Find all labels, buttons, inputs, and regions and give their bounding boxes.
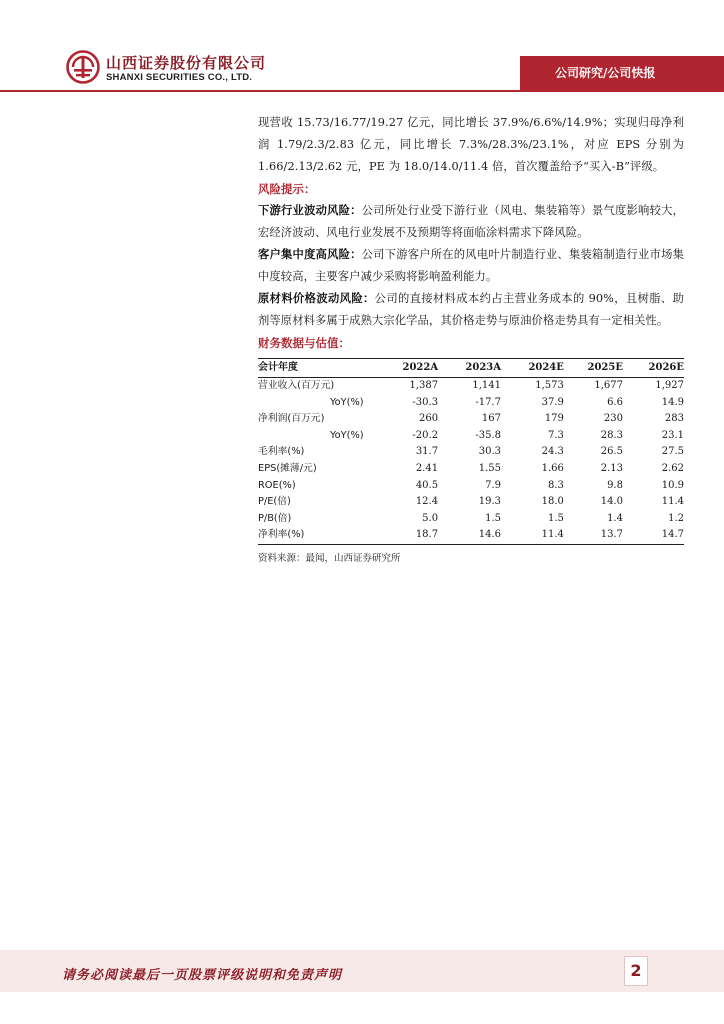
row-label: P/B(倍)	[258, 512, 292, 524]
risk-text: 公司的直接材料成本约占主营业务成本的 90%，且树脂、助剂等原材料多属于成熟大宗化学品，其价格走势与原油价格走势具有一定相关性。	[258, 292, 684, 327]
company-name-cn: 山西证券股份有限公司	[106, 54, 267, 72]
table-row	[258, 494, 684, 511]
table-header-row	[258, 359, 684, 378]
table-cell: 23.1	[661, 429, 684, 441]
column-header: 会计年度	[258, 361, 298, 373]
table-cell: -30.3	[412, 396, 439, 408]
table-cell: 1,927	[655, 380, 684, 391]
risk-label: 客户集中度高风险：	[258, 248, 362, 261]
table-cell: 167	[481, 413, 501, 425]
row-label: 毛利率(%)	[258, 446, 305, 458]
table-cell: 9.8	[607, 479, 623, 491]
table-cell: 30.3	[478, 446, 501, 458]
table-cell: 1.55	[478, 462, 501, 474]
risk-label: 下游行业波动风险：	[258, 204, 362, 217]
table-cell: 1.4	[607, 512, 623, 524]
table-cell: 2.62	[661, 462, 684, 474]
table-cell: 7.3	[548, 429, 564, 441]
table-cell: 1,387	[409, 380, 439, 391]
table-cell: -20.2	[412, 429, 439, 441]
page-header	[0, 0, 724, 100]
row-label: ROE(%)	[258, 479, 296, 491]
table-cell: 1.66	[541, 462, 564, 474]
table-cell: 6.6	[607, 396, 623, 408]
table-cell: 11.4	[541, 529, 564, 541]
table-cell: 11.4	[661, 496, 684, 508]
risk-item-downstream	[258, 200, 684, 244]
table-cell: 40.5	[415, 479, 439, 491]
risk-item-raw-material	[258, 288, 684, 332]
table-cell: 1,141	[472, 380, 501, 391]
row-label: P/E(倍)	[258, 496, 291, 508]
table-cell: 13.7	[600, 529, 623, 541]
table-row	[258, 511, 684, 528]
table-cell: -17.7	[475, 396, 501, 408]
table-cell: 2.13	[600, 462, 623, 474]
page-number-box	[624, 956, 648, 986]
table-cell: 12.4	[415, 496, 439, 508]
table-cell: -35.8	[475, 429, 501, 441]
table-cell: 260	[418, 413, 439, 425]
table-row	[258, 461, 684, 478]
forecast-paragraph: 现营收 15.73/16.77/19.27 亿元，同比增长 37.9%/6.6%/14.9%；实现归母净利润 1.79/2.3/2.83 亿元，同比增长 7.3%/28.3%/23.1%，对应 EPS 分别为 1.66/2.13/2.62 元，PE 为 18.0/14.0/11.4 倍，首次覆盖给予“买入-B”评级。	[258, 116, 684, 173]
table-cell: 1,573	[535, 380, 564, 391]
column-header: 2023A	[465, 361, 501, 373]
risk-label: 原材料价格波动风险：	[258, 292, 375, 305]
table-cell: 8.3	[548, 479, 564, 491]
row-label: YoY(%)	[330, 396, 364, 408]
risk-text: 公司下游客户所在的风电叶片制造行业、集装箱制造行业市场集中度较高，主要客户减少采购将影响盈利能力。	[258, 248, 684, 283]
table-cell: 7.9	[485, 479, 501, 491]
row-label: YoY(%)	[330, 429, 364, 441]
column-header: 2022A	[402, 361, 439, 373]
page-number: 2	[630, 961, 642, 980]
table-cell: 31.7	[415, 446, 439, 458]
table-row	[258, 444, 684, 461]
table-cell: 10.9	[661, 479, 684, 491]
report-type-label: 公司研究/公司快报	[555, 66, 656, 80]
table-cell: 5.0	[422, 512, 439, 524]
financial-data-table	[258, 358, 684, 545]
header-divider	[0, 90, 724, 92]
table-cell: 14.0	[600, 496, 623, 508]
table-cell: 1.5	[548, 512, 564, 524]
table-cell: 18.0	[541, 496, 564, 508]
table-row	[258, 395, 684, 412]
column-header: 2026E	[648, 361, 684, 373]
table-cell: 1,677	[594, 380, 623, 391]
report-body	[258, 112, 684, 564]
shanxi-securities-logo-icon	[66, 50, 100, 84]
table-cell: 14.6	[478, 529, 501, 541]
risk-text: 公司所处行业受下游行业（风电、集装箱等）景气度影响较大，宏经济波动、风电行业发展不及预期等将面临涂料需求下降风险。	[258, 204, 684, 239]
financial-table-title: 财务数据与估值：	[258, 336, 350, 350]
risk-item-customer-concentration	[258, 244, 684, 288]
table-cell: 230	[603, 413, 623, 425]
table-cell: 179	[544, 413, 564, 425]
row-label: EPS(摊薄/元)	[258, 462, 317, 474]
table-row	[258, 527, 684, 544]
table-cell: 1.2	[668, 512, 684, 524]
column-header: 2024E	[528, 361, 564, 373]
table-cell: 19.3	[478, 496, 501, 508]
table-cell: 28.3	[600, 429, 623, 441]
data-source-note: 资料来源：最闻，山西证券研究所	[258, 552, 401, 564]
table-row	[258, 478, 684, 495]
table-cell: 2.41	[415, 462, 439, 474]
table-cell: 1.5	[485, 512, 501, 524]
row-label: 净利率(%)	[258, 529, 305, 541]
row-label: 营业收入(百万元)	[258, 380, 335, 391]
table-cell: 14.7	[661, 529, 684, 541]
table-row	[258, 411, 684, 428]
disclaimer-notice: 请务必阅读最后一页股票评级说明和免责声明	[62, 968, 343, 983]
table-cell: 26.5	[600, 446, 623, 458]
table-cell: 27.5	[661, 446, 684, 458]
row-label: 净利润(百万元)	[258, 413, 325, 425]
risk-section-title: 风险提示：	[258, 182, 316, 196]
table-cell: 37.9	[541, 396, 564, 408]
company-name-en: SHANXI SECURITIES CO., LTD.	[106, 72, 253, 83]
table-row	[258, 428, 684, 445]
table-cell: 14.9	[661, 396, 684, 408]
table-row	[258, 378, 684, 395]
table-cell: 24.3	[541, 446, 564, 458]
table-cell: 283	[664, 413, 684, 425]
column-header: 2025E	[587, 361, 623, 373]
table-cell: 18.7	[415, 529, 439, 541]
